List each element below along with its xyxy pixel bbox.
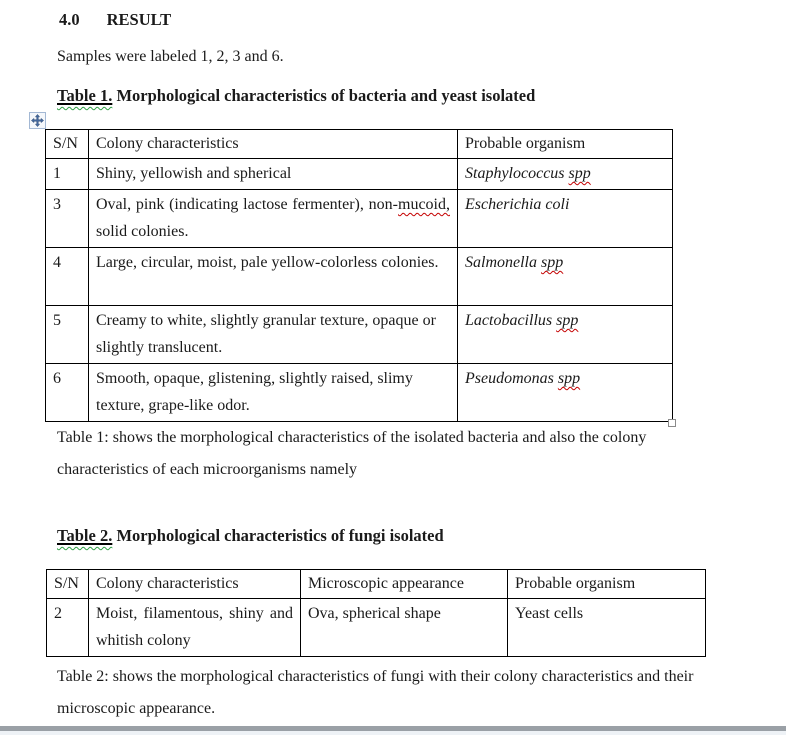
cell-sn: 6 [46,364,89,422]
table2-title-label-wrap [57,526,112,545]
fungi-table [46,569,706,657]
table1-title-label: Table 1. [57,86,113,105]
col-header-microscopic: Microscopic appearance [301,570,508,599]
colony-misspelled-text: mucoid, [398,196,450,213]
table-move-handle[interactable] [29,112,46,129]
colony-text: Shiny, yellowish and spherical [96,165,292,182]
section-heading [59,10,171,30]
cell-colony [89,248,458,306]
table-row [46,159,673,190]
cell-sn: 1 [46,159,89,190]
table2-title [57,526,444,546]
organism-name: Staphylococcus [465,165,569,182]
bacteria-yeast-table [45,129,673,422]
cell-organism [458,306,673,364]
cell-organism [458,159,673,190]
cell-sn: 5 [46,306,89,364]
table2-title-label: Table 2. [57,526,113,545]
cell-microscopic: Ova, spherical shape [301,599,508,657]
organism-name: Salmonella [465,254,541,271]
col-header-organism: Probable organism [458,130,673,159]
cell-colony [89,159,458,190]
organism-spp: spp [557,370,581,387]
colony-text-cont: solid colonies. [96,223,189,240]
cell-colony [89,364,458,422]
colony-text: Oval, pink (indicating lactose fermenter), non- [96,196,398,213]
table-row [47,599,706,657]
cell-sn: 4 [46,248,89,306]
organism-name: Escherichia coli [465,196,570,213]
organism-spp: spp [541,254,564,271]
table1-title-label-wrap [57,86,112,105]
cell-organism [458,364,673,422]
section-title: RESULT [106,10,172,29]
table1-caption: Table 1: shows the morphological characteristics of the isolated bacteria and also the colony characteristics of each microorganisms namely [57,429,647,478]
colony-text: Smooth, opaque, glistening, slightly raised, slimy texture, grape-like odor. [96,370,413,414]
organism-name: Lactobacillus [465,312,557,329]
cell-organism: Yeast cells [508,599,706,657]
colony-text: Large, circular, moist, pale yellow-colorless colonies. [96,254,439,271]
cell-sn: 3 [46,190,89,248]
table1-title-text: Morphological characteristics of bacteria and yeast isolated [112,86,536,105]
cell-colony: Moist, filamentous, shiny and whitish colony [89,599,301,657]
table-row [46,306,673,364]
col-header-organism: Probable organism [508,570,706,599]
cell-colony [89,306,458,364]
move-cross-icon [31,114,44,127]
organism-spp: spp [568,165,591,182]
organism-name: Pseudomonas [465,370,558,387]
cell-sn: 2 [47,599,89,657]
col-header-sn: S/N [47,570,89,599]
organism-spp: spp [556,312,579,329]
table-header-row [46,130,673,159]
table2-title-text: Morphological characteristics of fungi isolated [112,526,444,545]
table2-caption: Table 2: shows the morphological characteristics of fungi with their colony characteristics and their microscopic appearance. [57,668,694,717]
cell-organism [458,248,673,306]
intro-paragraph: Samples were labeled 1, 2, 3 and 6. [57,48,284,65]
table1-title [57,86,535,106]
col-header-colony: Colony characteristics [89,570,301,599]
table-header-row [47,570,706,599]
colony-text: Creamy to white, slightly granular texture, opaque or slightly translucent. [96,312,436,356]
table-row [46,248,673,306]
table-row [46,364,673,422]
col-header-colony: Colony characteristics [89,130,458,159]
table-row [46,190,673,248]
workspace-background [0,731,786,735]
col-header-sn: S/N [46,130,89,159]
cell-organism [458,190,673,248]
cell-colony [89,190,458,248]
section-number: 4.0 [59,10,80,29]
